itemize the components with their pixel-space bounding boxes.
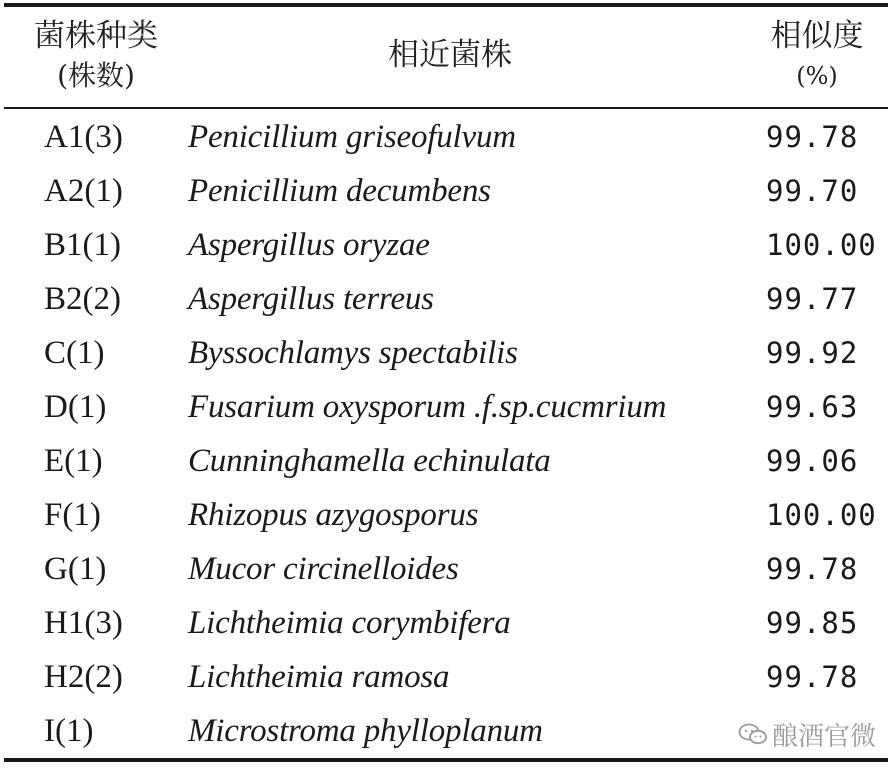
strain-code-cell: E(1) [44, 443, 103, 479]
strain-code-cell: A2(1) [44, 173, 123, 209]
strain-name-cell: Rhizopus azygosporus [188, 497, 479, 533]
table-row [0, 326, 892, 380]
strain-code-cell: B2(2) [44, 281, 121, 317]
watermark-text: 酿酒官微 [772, 721, 877, 752]
strain-code-cell: G(1) [44, 551, 107, 587]
strain-name-cell: Penicillium griseofulvum [188, 119, 516, 155]
strain-name-cell: Lichtheimia ramosa [188, 659, 450, 695]
strain-name-cell: Cunninghamella echinulata [188, 443, 551, 479]
strain-name-cell: Mucor circinelloides [188, 551, 459, 587]
table-row [0, 110, 892, 164]
strain-name-cell: Aspergillus terreus [188, 281, 434, 317]
similarity-cell: 99.78 [766, 120, 859, 154]
similarity-cell: 100.00 [766, 498, 877, 532]
table-row [0, 272, 892, 326]
table-row [0, 488, 892, 542]
strain-code-cell: D(1) [44, 389, 107, 425]
wechat-icon [738, 722, 768, 746]
watermark [738, 714, 876, 754]
strain-code-cell: H2(2) [44, 659, 123, 695]
table-row [0, 650, 892, 704]
strain-name-cell: Aspergillus oryzae [188, 227, 430, 263]
table-top-rule [4, 3, 888, 7]
table-row [0, 164, 892, 218]
table-header-rule [4, 107, 888, 109]
table-bottom-rule [4, 758, 888, 762]
strain-code-cell: H1(3) [44, 605, 123, 641]
similarity-cell: 100.00 [766, 228, 877, 262]
similarity-cell: 99.63 [766, 390, 859, 424]
strain-code-cell: F(1) [44, 497, 101, 533]
column-header-strain-type: 菌株种类 (株数) [34, 18, 158, 92]
similarity-cell: 99.77 [766, 282, 859, 316]
strain-name-cell: Microstroma phylloplanum [188, 713, 543, 749]
similarity-cell: 99.78 [766, 552, 859, 586]
column-header-similar-strain: 相近菌株 [388, 37, 512, 73]
strain-code-cell: B1(1) [44, 227, 121, 263]
similarity-cell: 99.78 [766, 660, 859, 694]
strain-code-cell: C(1) [44, 335, 105, 371]
strain-name-cell: Penicillium decumbens [188, 173, 491, 209]
strain-name-cell: Lichtheimia corymbifera [188, 605, 511, 641]
strain-name-cell: Fusarium oxysporum .f.sp.cucmrium [188, 389, 667, 425]
column-header-similarity: 相似度 (%) [770, 18, 864, 90]
table-row [0, 218, 892, 272]
similarity-cell: 99.06 [766, 444, 859, 478]
strain-name-cell: Byssochlamys spectabilis [188, 335, 518, 371]
table-row [0, 542, 892, 596]
strain-code-cell: A1(3) [44, 119, 123, 155]
similarity-cell: 99.85 [766, 606, 859, 640]
table-row [0, 596, 892, 650]
table-row [0, 380, 892, 434]
strain-code-cell: I(1) [44, 713, 94, 749]
similarity-cell: 99.92 [766, 336, 859, 370]
similarity-cell: 99.70 [766, 174, 859, 208]
table-row [0, 434, 892, 488]
